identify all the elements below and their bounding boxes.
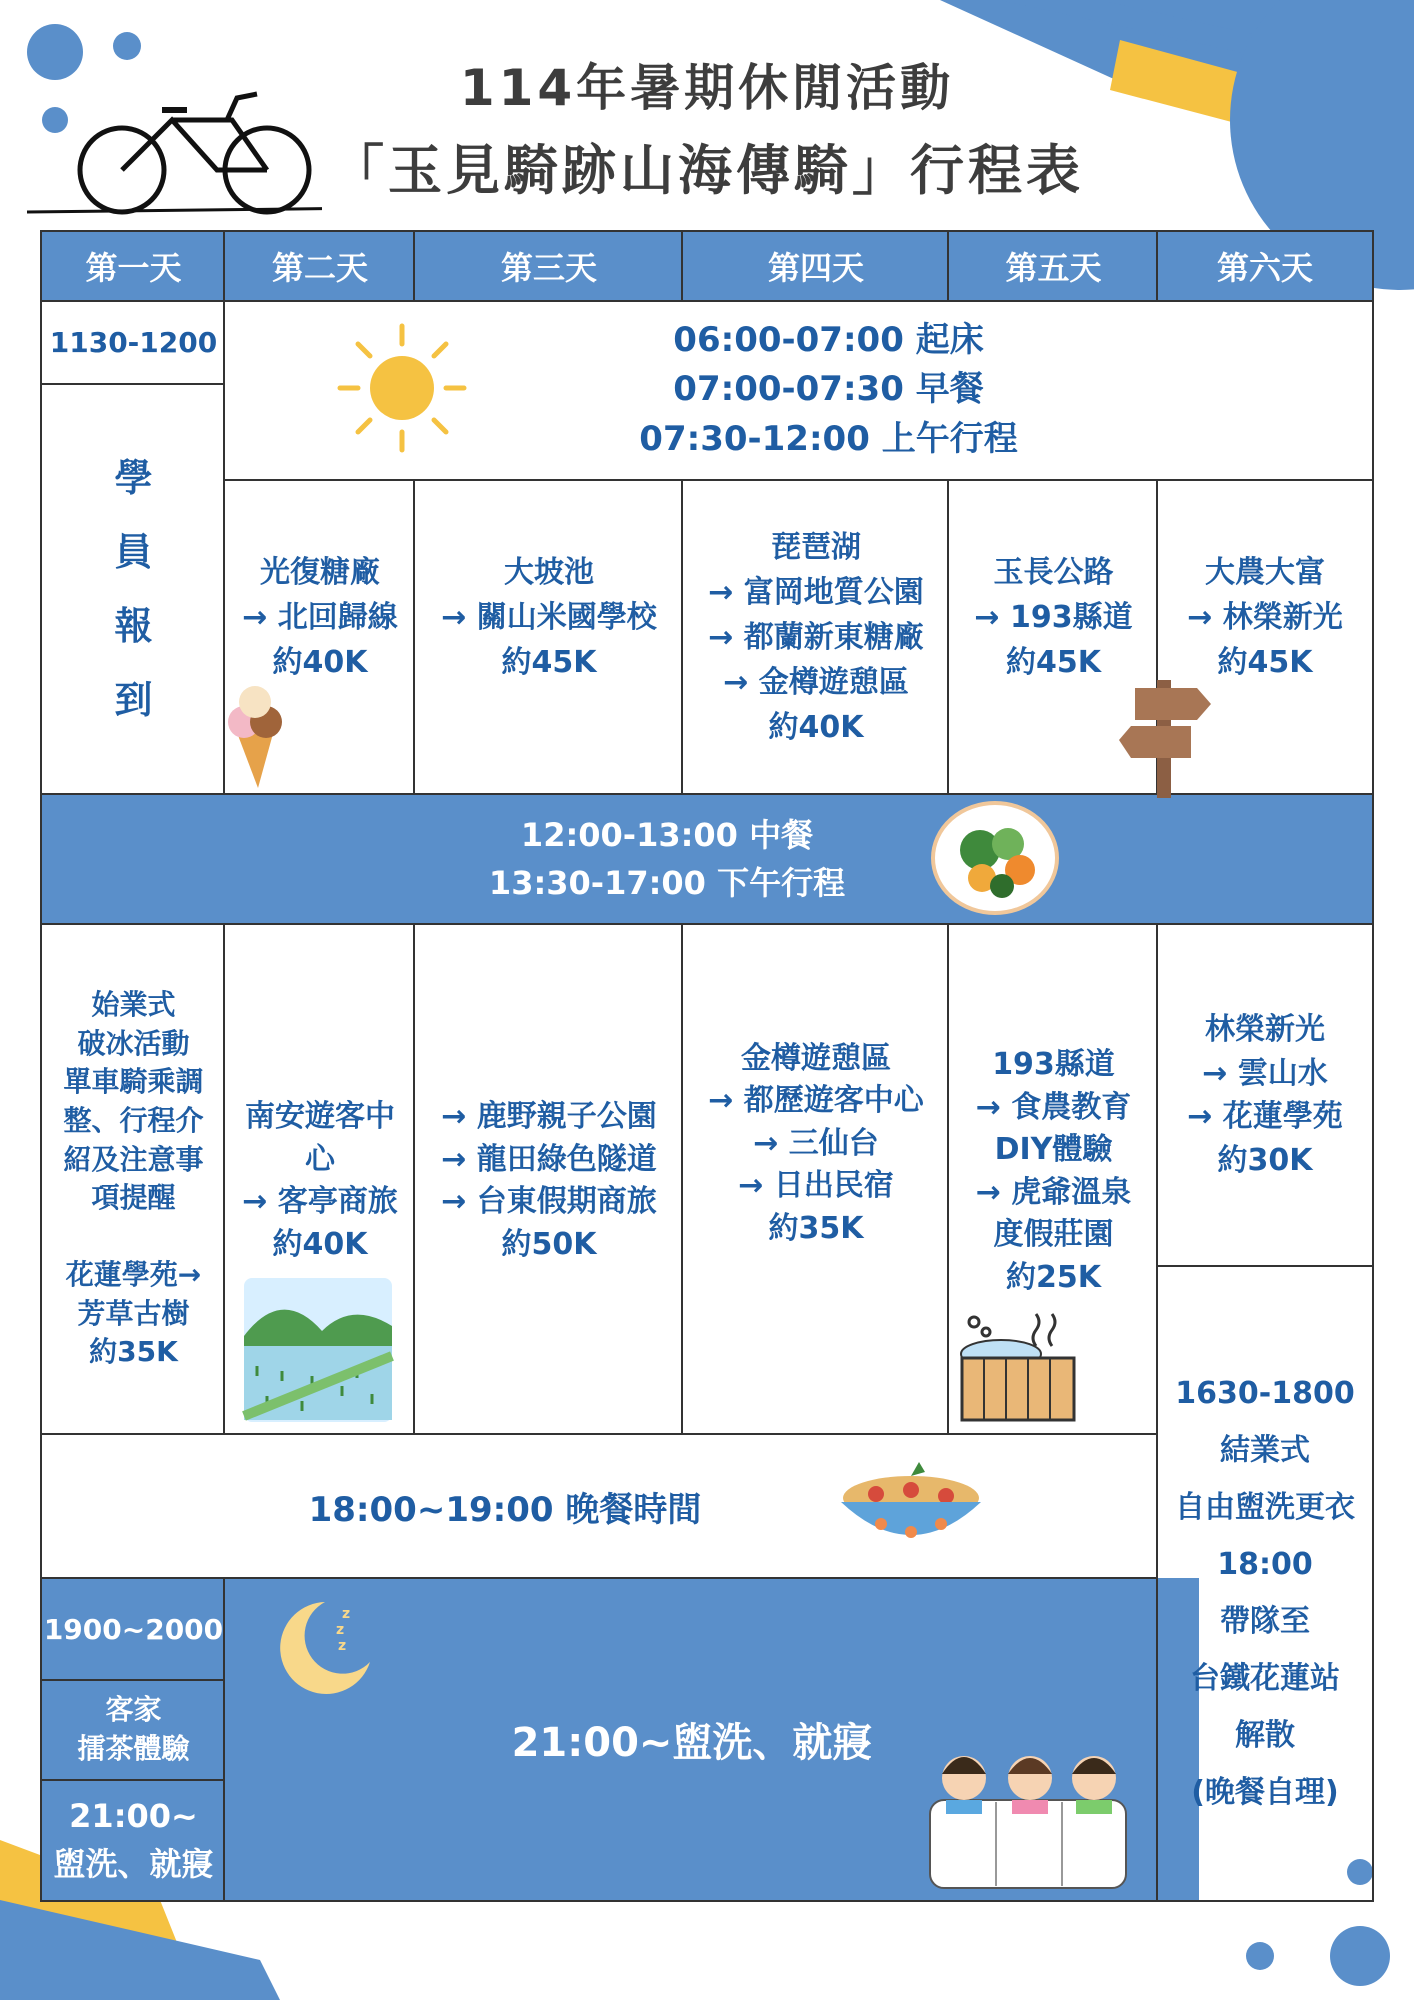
afternoon-day4: [683, 924, 949, 1434]
morning-schedule-line: 06:00-07:00 起床: [673, 320, 984, 361]
afternoon-line: 度假莊園: [993, 1217, 1114, 1253]
afternoon-line: → 台東假期商旅: [441, 1184, 657, 1220]
afternoon-line: 約25K: [1006, 1259, 1101, 1295]
evening-activity-line: 擂茶體驗: [77, 1732, 190, 1765]
evening-time: 1900~2000: [42, 1578, 225, 1680]
afternoon-line: 約40K: [272, 1226, 368, 1262]
header-day1: 第一天: [42, 232, 225, 300]
route-line: → 都蘭新東糖廠: [708, 619, 924, 655]
day1-sleep: [42, 1780, 225, 1900]
afternoon-day3: [415, 924, 683, 1434]
route-line: 大坡池: [504, 554, 594, 590]
page-title-line2: 「玉見騎跡山海傳騎」行程表: [330, 139, 1084, 202]
route-line: → 北回歸線: [242, 599, 398, 635]
afternoon-line: → 客亭商旅: [242, 1184, 398, 1220]
route-line: 琵琶湖: [771, 529, 861, 565]
checkin-char: 報: [114, 604, 153, 648]
morning-route-day4: [683, 480, 949, 794]
route-line: → 富岡地質公園: [708, 574, 924, 610]
afternoon-day6: [1158, 924, 1372, 1266]
route-line: → 金樽遊憩區: [723, 664, 909, 700]
dinner-text: 18:00~19:00 晚餐時間: [308, 1489, 702, 1530]
header-day5: 第五天: [949, 232, 1158, 300]
afternoon-line: 金樽遊憩區: [741, 1040, 891, 1076]
morning-schedule-line: 07:30-12:00 上午行程: [639, 418, 1018, 459]
morning-route-day3: [415, 480, 683, 794]
afternoon-line: → 雲山水: [1202, 1055, 1328, 1091]
checkin-char: 學: [114, 455, 153, 500]
closing-line: 解散: [1235, 1718, 1295, 1753]
dinner-band: [42, 1434, 1158, 1578]
route-line: 約40K: [272, 644, 368, 680]
afternoon-line: 約35K: [768, 1210, 864, 1246]
afternoon-day1: [42, 924, 225, 1434]
route-line: 約45K: [1006, 644, 1101, 680]
deco-circle: [1246, 1942, 1274, 1970]
afternoon-line: → 食農教育: [975, 1089, 1132, 1125]
afternoon-line: 花蓮學苑→: [65, 1257, 202, 1291]
sleeping-kids-icon: [926, 1740, 1132, 1892]
lunch-line: 12:00-13:00 中餐: [520, 816, 814, 854]
deco-circle: [1330, 1926, 1390, 1986]
closing-line: 自由盥洗更衣: [1175, 1490, 1355, 1525]
header-day6: 第六天: [1158, 232, 1372, 300]
afternoon-line: 單車騎乘調: [63, 1065, 204, 1099]
route-line: → 林榮新光: [1187, 599, 1343, 635]
afternoon-line: 整、行程介: [63, 1104, 204, 1138]
afternoon-line: → 花蓮學苑: [1187, 1099, 1343, 1134]
svg-text:z: z: [342, 1606, 351, 1622]
afternoon-line: 始業式: [91, 988, 176, 1022]
afternoon-line: 紹及注意事: [63, 1142, 204, 1176]
afternoon-line: → 鹿野親子公園: [441, 1099, 657, 1134]
afternoon-line: → 龍田綠色隧道: [441, 1141, 657, 1177]
day1-sleep-line: 21:00~: [69, 1797, 198, 1835]
afternoon-line: → 日出民宿: [738, 1168, 894, 1204]
closing-line: (晚餐自理): [1191, 1775, 1339, 1810]
page-title-line1: 114年暑期休閒活動: [459, 59, 955, 117]
afternoon-line: 193縣道: [992, 1047, 1115, 1082]
day1-checkin-time: 1130-1200: [49, 325, 218, 359]
afternoon-line: 南安遊客中: [245, 1099, 395, 1134]
afternoon-line: DIY體驗: [994, 1132, 1113, 1168]
route-line: → 關山米國學校: [441, 599, 657, 635]
route-line: 約45K: [501, 644, 597, 680]
signpost-icon: [1115, 670, 1215, 800]
pasta-bowl-icon: [836, 1458, 986, 1558]
svg-text:z: z: [338, 1638, 347, 1654]
schedule-table: [40, 230, 1374, 1902]
header-day3: 第三天: [415, 232, 683, 300]
sun-icon: [332, 318, 472, 458]
route-line: 約45K: [1217, 644, 1313, 680]
closing-line: 結業式: [1220, 1433, 1310, 1468]
lunch-line: 13:30-17:00 下午行程: [488, 864, 846, 902]
afternoon-line: 林榮新光: [1205, 1012, 1325, 1047]
closing-line: 台鐵花蓮站: [1190, 1661, 1340, 1696]
header-day2: 第二天: [225, 232, 415, 300]
afternoon-line: 心: [305, 1141, 335, 1177]
afternoon-line: 芳草古樹: [77, 1296, 190, 1330]
evening-activity: [42, 1680, 225, 1780]
route-line: → 193縣道: [974, 599, 1133, 635]
afternoon-line: 項提醒: [91, 1181, 176, 1215]
moon-icon: [270, 1592, 380, 1702]
checkin-char: 員: [114, 529, 153, 574]
header-day4: 第四天: [683, 232, 949, 300]
afternoon-line: 破冰活動: [77, 1026, 190, 1060]
salad-bowl-icon: [930, 800, 1060, 916]
checkin-char: 到: [114, 678, 153, 723]
lunch-band: [42, 794, 1372, 924]
afternoon-line: → 三仙台: [753, 1125, 879, 1161]
morning-schedule-line: 07:00-07:30 早餐: [673, 369, 984, 410]
route-line: 大農大富: [1205, 554, 1325, 590]
afternoon-line: 約50K: [501, 1226, 597, 1262]
rice-field-icon: [242, 1276, 394, 1424]
afternoon-line: → 都歷遊客中心: [708, 1083, 924, 1119]
afternoon-line: 約35K: [89, 1335, 178, 1369]
closing-line: 1630-1800: [1175, 1376, 1355, 1411]
sleep-text: 21:00~盥洗、就寢: [511, 1719, 873, 1766]
svg-text:z: z: [336, 1622, 345, 1638]
day1-checkin: [42, 384, 225, 794]
day1-sleep-line: 盥洗、就寢: [53, 1845, 214, 1883]
route-line: 約40K: [768, 709, 864, 745]
closing-line: 帶隊至: [1220, 1604, 1310, 1639]
day6-closing: [1158, 1266, 1372, 1900]
afternoon-line: 約30K: [1217, 1142, 1313, 1178]
closing-line: 18:00: [1217, 1547, 1313, 1582]
hot-spring-icon: [956, 1308, 1086, 1424]
evening-activity-line: 客家: [105, 1693, 162, 1727]
route-line: 光復糖廠: [260, 554, 380, 590]
route-line: 玉長公路: [993, 554, 1114, 590]
ice-cream-icon: [220, 680, 290, 790]
afternoon-line: → 虎爺溫泉: [975, 1174, 1132, 1210]
